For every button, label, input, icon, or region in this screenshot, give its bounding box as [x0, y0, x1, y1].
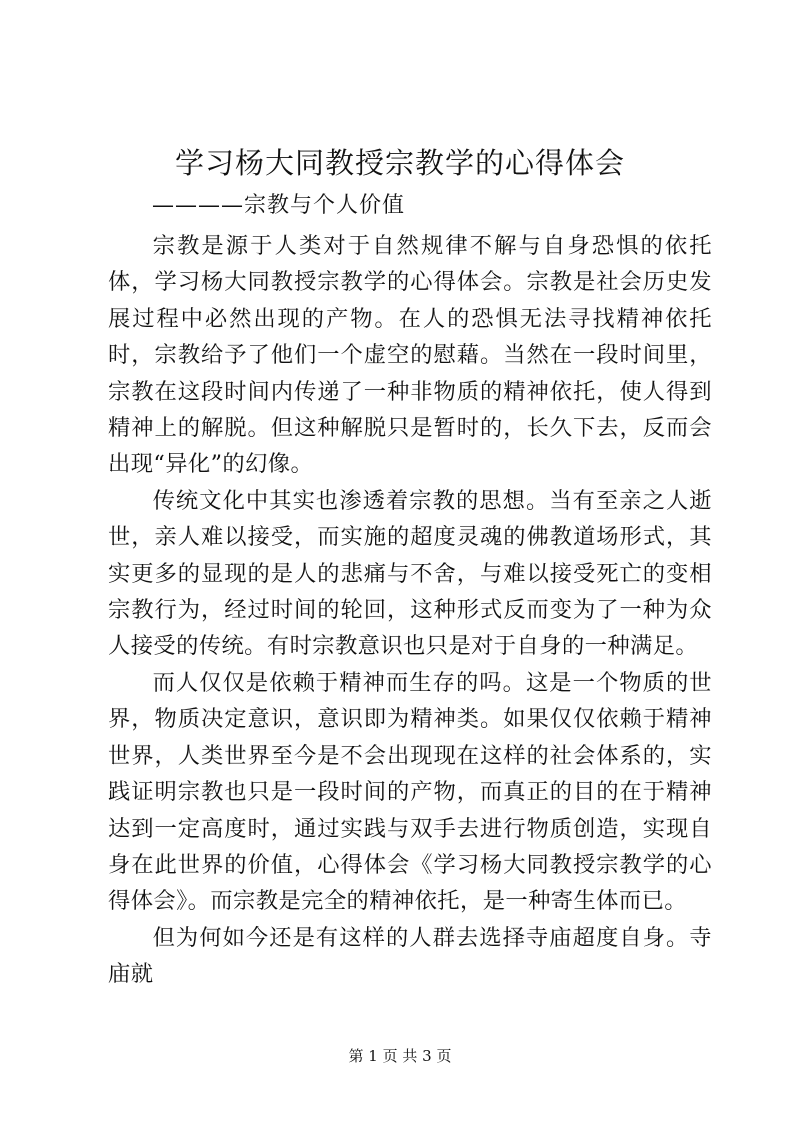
document-title: 学习杨大同教授宗教学的心得体会: [174, 146, 625, 180]
paragraph: 宗教是源于人类对于自然规律不解与自身恐惧的依托体，学习杨大同教授宗教学的心得体会。宗教是社会历史发展过程中必然出现的产物。在人的恐惧无法寻找精神依托时，宗教给予了他们一个虚空的慰藉。当然在一段时间里，宗教在这段时间内传递了一种非物质的精神依托，使人得到精神上的解脱。但这种解脱只是暂时的，长久下去，反而会出现“异化”的幻像。: [108, 233, 712, 478]
document-body: [108, 228, 712, 993]
paragraph: 传统文化中其实也渗透着宗教的思想。当有至亲之人逝世，亲人难以接受，而实施的超度灵魂的佛教道场形式，其实更多的显现的是人的悲痛与不舍，与难以接受死亡的变相宗教行为，经过时间的轮回，这种形式反而变为了一种为众人接受的传统。有时宗教意识也只是对于自身的一种满足。: [108, 487, 712, 660]
paragraph: 但为何如今还是有这样的人群去选择寺庙超度自身。寺庙就: [108, 924, 712, 988]
page-number-footer: 第 1 页 共 3 页: [348, 1047, 452, 1065]
paragraph: 而人仅仅是依赖于精神而生存的吗。这是一个物质的世界，物质决定意识，意识即为精神类。如果仅仅依赖于精神世界，人类世界至今是不会出现现在这样的社会体系的，实践证明宗教也只是一段时间的产物，而真正的目的在于精神达到一定高度时，通过实践与双手去进行物质创造，实现自身在此世界的价值，心得体会《学习杨大同教授宗教学的心得体会》。而宗教是完全的精神依托，是一种寄生体而已。: [108, 669, 712, 915]
document-subtitle: ————宗教与个人价值: [152, 193, 406, 218]
